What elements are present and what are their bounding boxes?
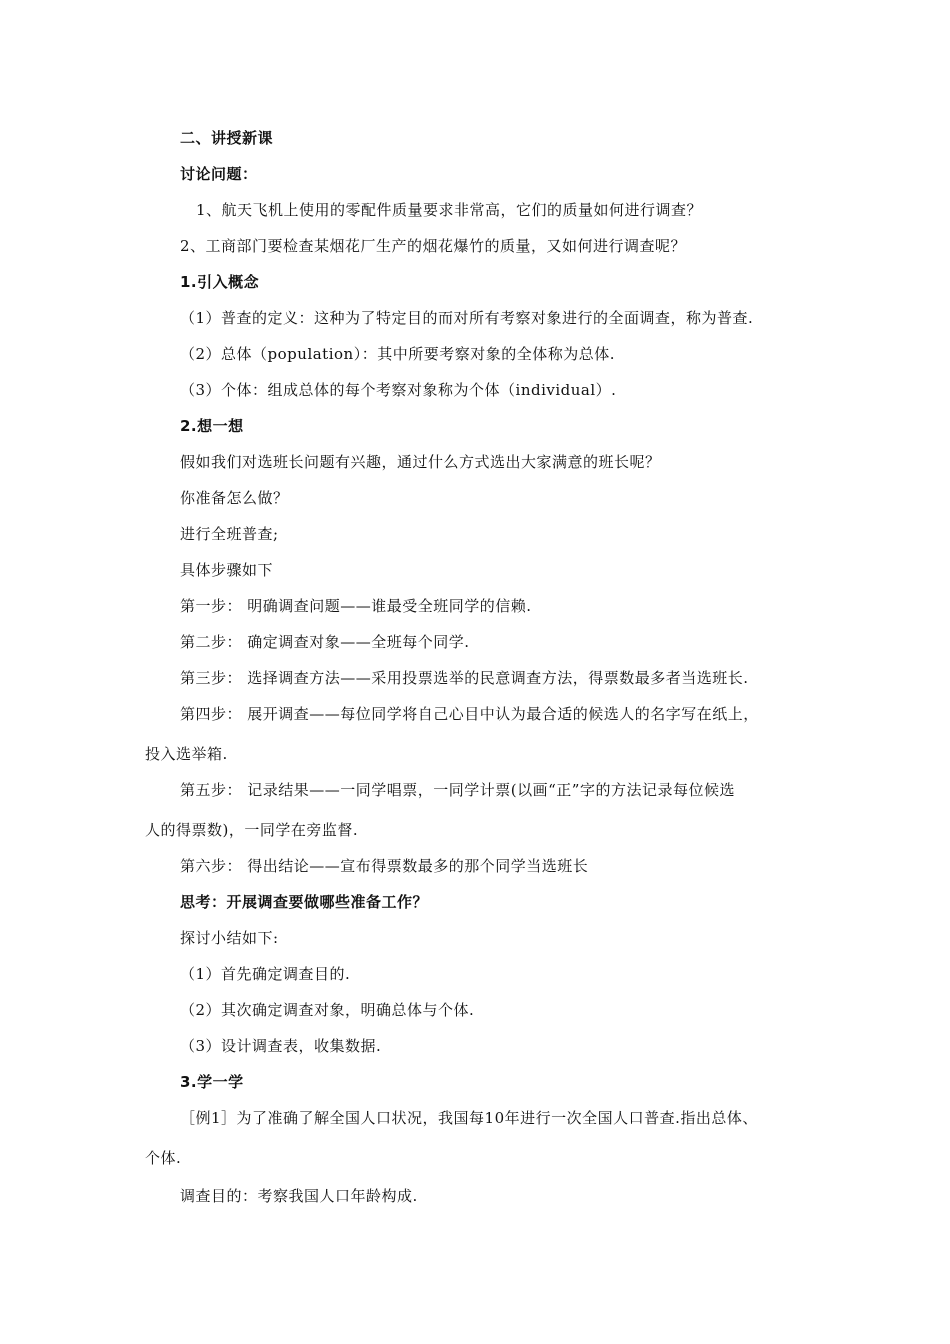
prep-3: （3）设计调查表，收集数据.	[180, 1037, 382, 1055]
heading-think: 2.想一想	[180, 417, 244, 435]
step-5: 第五步： 记录结果——一同学唱票，一同学计票(以画“正”字的方法记录每位候选	[180, 781, 735, 799]
step-4: 第四步： 展开调查——每位同学将自己心目中认为最合适的候选人的名字写在纸上，	[180, 705, 759, 723]
think-line-2: 你准备怎么做？	[180, 489, 289, 507]
survey-purpose: 调查目的：考察我国人口年龄构成.	[180, 1187, 418, 1205]
step-5-continued: 人的得票数)，一同学在旁监督.	[145, 821, 359, 839]
think-line-4: 具体步骤如下	[180, 561, 274, 579]
think-line-1: 假如我们对选班长问题有兴趣，通过什么方式选出大家满意的班长呢？	[180, 453, 661, 471]
question-2: 2、工商部门要检查某烟花厂生产的烟花爆竹的质量，又如何进行调查呢？	[180, 237, 687, 255]
question-1: 1、航天飞机上使用的零配件质量要求非常高，它们的质量如何进行调查？	[196, 201, 703, 219]
think-line-3: 进行全班普查;	[180, 525, 279, 543]
discussion-heading: 讨论问题：	[180, 165, 258, 183]
heading-intro: 1.引入概念	[180, 273, 260, 291]
step-3: 第三步： 选择调查方法——采用投票选举的民意调查方法，得票数最多者当选班长.	[180, 669, 749, 687]
definition-2: （2）总体（population）：其中所要考察对象的全体称为总体.	[180, 345, 615, 363]
example-1-continued: 个体.	[145, 1149, 182, 1167]
definition-1: （1）普查的定义：这种为了特定目的而对所有考察对象进行的全面调查，称为普查.	[180, 309, 754, 327]
step-2: 第二步： 确定调查对象——全班每个同学.	[180, 633, 470, 651]
prep-2: （2）其次确定调查对象，明确总体与个体.	[180, 1001, 475, 1019]
summary-intro: 探讨小结如下:	[180, 929, 279, 947]
step-4-continued: 投入选举箱.	[145, 745, 228, 763]
prep-1: （1）首先确定调查目的.	[180, 965, 351, 983]
step-1: 第一步： 明确调查问题——谁最受全班同学的信赖.	[180, 597, 532, 615]
section-title: 二、讲授新课	[180, 129, 274, 147]
step-6: 第六步： 得出结论——宣布得票数最多的那个同学当选班长	[180, 857, 589, 875]
definition-3: （3）个体：组成总体的每个考察对象称为个体（individual）.	[180, 381, 617, 399]
reflection-heading: 思考：开展调查要做哪些准备工作？	[180, 893, 429, 911]
example-1: ［例1］为了准确了解全国人口状况，我国每10年进行一次全国人口普查.指出总体、	[180, 1109, 758, 1127]
heading-learn: 3.学一学	[180, 1073, 244, 1091]
